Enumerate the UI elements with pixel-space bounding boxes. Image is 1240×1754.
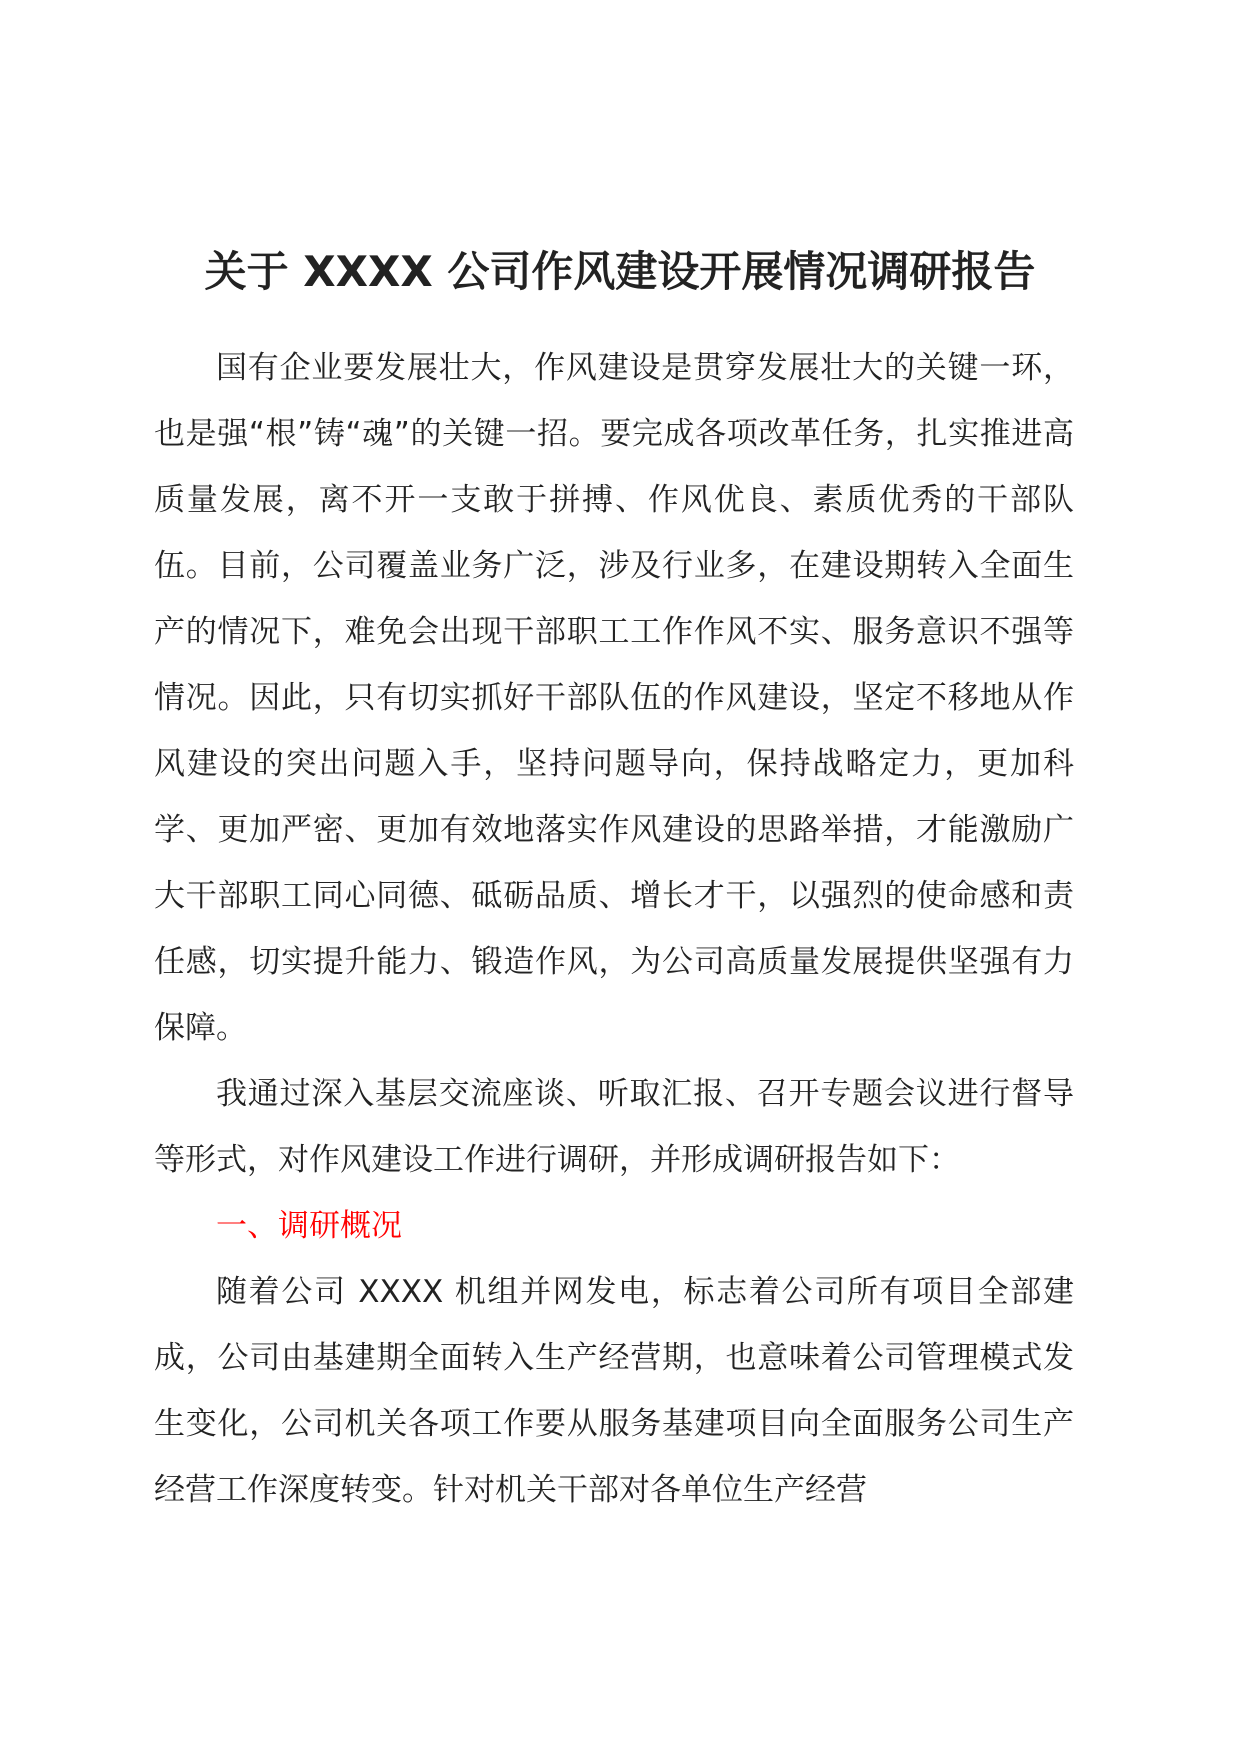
method-paragraph: 我通过深入基层交流座谈、听取汇报、召开专题会议进行督导等形式，对作风建设工作进行调研，并形成调研报告如下：	[154, 1076, 1074, 1178]
intro-paragraph: 国有企业要发展壮大，作风建设是贯穿发展壮大的关键一环，也是强“根”铸“魂”的关键一招。要完成各项改革任务，扎实推进高质量发展，离不开一支敢于拼搏、作风优良、素质优秀的干部队伍。目前，公司覆盖业务广泛，涉及行业多，在建设期转入全面生产的情况下，难免会出现干部职工工作作风不实、服务意识不强等情况。因此，只有切实抓好干部队伍的作风建设，坚定不移地从作风建设的突出问题入手，坚持问题导向，保持战略定力，更加科学、更加严密、更加有效地落实作风建设的思路举措，才能激励广大干部职工同心同德、砥砺品质、增长才干，以强烈的使命感和责任感，切实提升能力、锻造作风，为公司高质量发展提供坚强有力保障。	[154, 350, 1074, 1046]
section-heading-research-overview: 一、调研概况	[216, 1208, 402, 1244]
document-title: 关于 XXXX 公司作风建设开展情况调研报告	[204, 247, 1036, 296]
section1-paragraph: 随着公司 XXXX 机组并网发电，标志着公司所有项目全部建成，公司由基建期全面转入生产经营期，也意味着公司管理模式发生变化，公司机关各项工作要从服务基建项目向全面服务公司生产经营工作深度转变。针对机关干部对各单位生产经营	[154, 1274, 1074, 1508]
document-body	[154, 335, 1074, 1523]
